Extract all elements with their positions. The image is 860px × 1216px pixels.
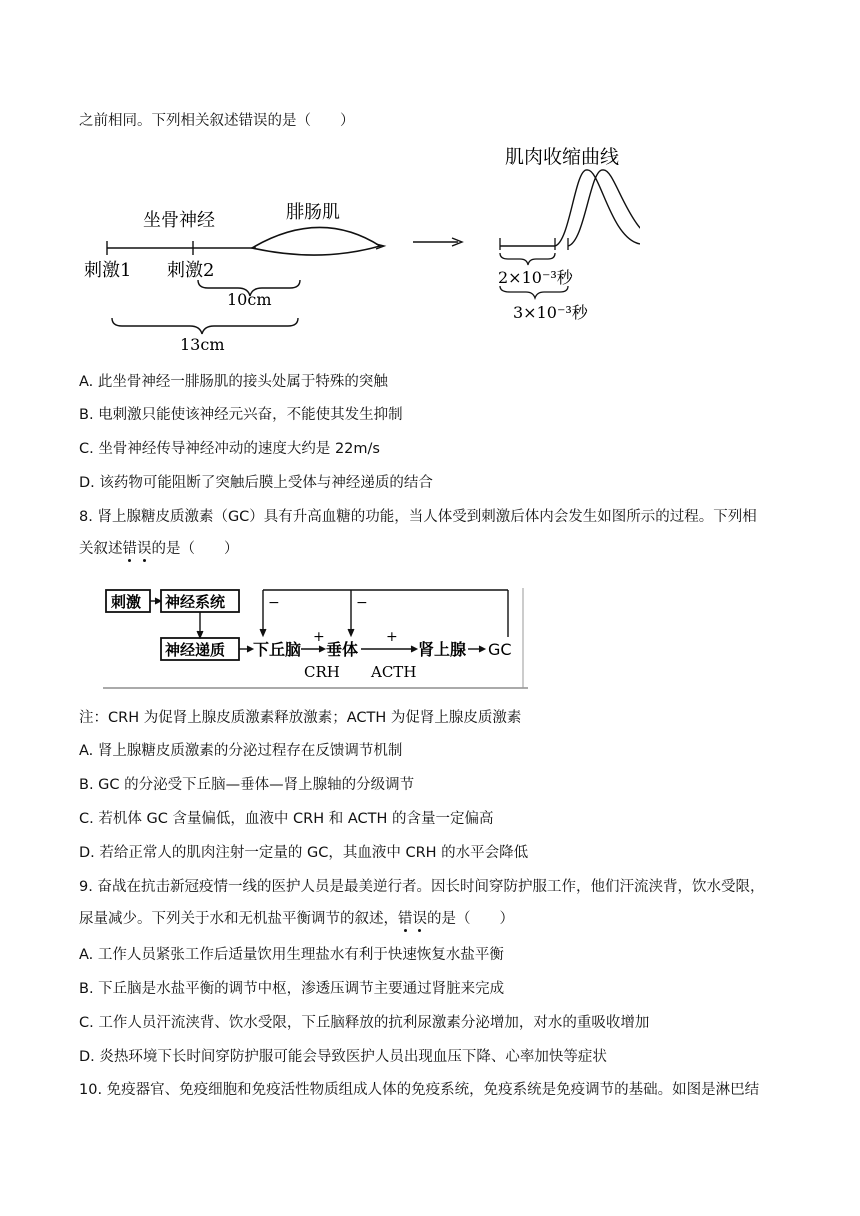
q9-option-b: B. 下丘脑是水盐平衡的调节中枢，渗透压调节主要通过肾脏来完成: [79, 981, 505, 997]
q7-option-d: D. 该药物可能阻断了突触后膜上受体与神经递质的结合: [79, 475, 433, 491]
brace-t2: [500, 286, 568, 298]
q9-option-c: C. 工作人员汗流浃背、饮水受限，下丘脑释放的抗利尿激素分泌增加，对水的重吸收增加: [79, 1015, 650, 1031]
q8-option-c: C. 若机体 GC 含量偏低，血液中 CRH 和 ACTH 的含量一定偏高: [79, 811, 494, 827]
q10-stem-line1: 10. 免疫器官、免疫细胞和免疫活性物质组成人体的免疫系统，免疫系统是免疫调节的基础。如图是淋巴结: [79, 1082, 760, 1098]
minus-pituitary: −: [356, 595, 368, 611]
box-neurotransmitter: 神经递质: [165, 641, 226, 659]
brace-13cm: [112, 318, 298, 334]
node-adrenal: 肾上腺: [418, 640, 467, 659]
q7-option-b: B. 电刺激只能使该神经元兴奋，不能使其发生抑制: [79, 407, 403, 423]
label-t2: 3×10⁻³秒: [513, 303, 588, 322]
q8-stem-line1: 8. 肾上腺糖皮质激素（GC）具有升高血糖的功能，当人体受到刺激后体内会发生如图所示的过程。下列相: [79, 509, 757, 525]
box-stimulus: 刺激: [111, 593, 142, 611]
label-crh: CRH: [304, 663, 340, 681]
box-nervous-system: 神经系统: [165, 593, 226, 611]
node-pituitary: 垂体: [326, 640, 359, 659]
q8-option-d: D. 若给正常人的肌肉注射一定量的 GC，其血液中 CRH 的水平会降低: [79, 845, 529, 861]
q7-option-a: A. 此坐骨神经一腓肠肌的接头处属于特殊的突触: [79, 374, 388, 390]
q9-option-a: A. 工作人员紧张工作后适量饮用生理盐水有利于快速恢复水盐平衡: [79, 947, 504, 963]
plus-crh: +: [313, 629, 325, 645]
label-13cm: 13cm: [180, 335, 225, 354]
q8-option-a: A. 肾上腺糖皮质激素的分泌过程存在反馈调节机制: [79, 743, 403, 759]
q8-stem-line2: 关叙述错误的是（ ）: [79, 541, 239, 557]
q8-note: 注：CRH 为促肾上腺皮质激素释放激素；ACTH 为促肾上腺皮质激素: [79, 710, 522, 726]
node-gc: GC: [488, 640, 512, 659]
label-stim1: 刺激1: [84, 260, 132, 281]
q9-stem-line1: 9. 奋战在抗击新冠疫情一线的医护人员是最美逆行者。因长时间穿防护服工作，他们汗流浃背，饮水受限，: [79, 879, 765, 895]
q7-stem-tail: 之前相同。下列相关叙述错误的是（ ）: [79, 113, 355, 129]
label-muscle: 腓肠肌: [286, 202, 340, 223]
q8-option-b: B. GC 的分泌受下丘脑—垂体—肾上腺轴的分级调节: [79, 777, 415, 793]
q7-option-c: C. 坐骨神经传导神经冲动的速度大约是 22m/s: [79, 441, 380, 457]
node-hypothalamus: 下丘脑: [253, 640, 302, 659]
plus-acth: +: [386, 629, 398, 645]
label-muscle-curve: 肌肉收缩曲线: [505, 146, 620, 168]
label-nerve: 坐骨神经: [143, 210, 215, 231]
q7-nerve-muscle-figure: [80, 138, 640, 358]
minus-hypothalamus: −: [268, 595, 280, 611]
label-10cm: 10cm: [227, 290, 272, 309]
brace-t1: [500, 253, 555, 265]
label-stim2: 刺激2: [167, 260, 215, 281]
q9-option-d: D. 炎热环境下长时间穿防护服可能会导致医护人员出现血压下降、心率加快等症状: [79, 1049, 607, 1065]
label-t1: 2×10⁻³秒: [498, 268, 573, 287]
q9-stem-line2: 尿量减少。下列关于水和无机盐平衡调节的叙述，错误的是（ ）: [79, 911, 514, 927]
q8-gc-flow-diagram: [103, 583, 528, 691]
muscle-shape: [252, 227, 380, 255]
label-acth: ACTH: [371, 663, 417, 681]
